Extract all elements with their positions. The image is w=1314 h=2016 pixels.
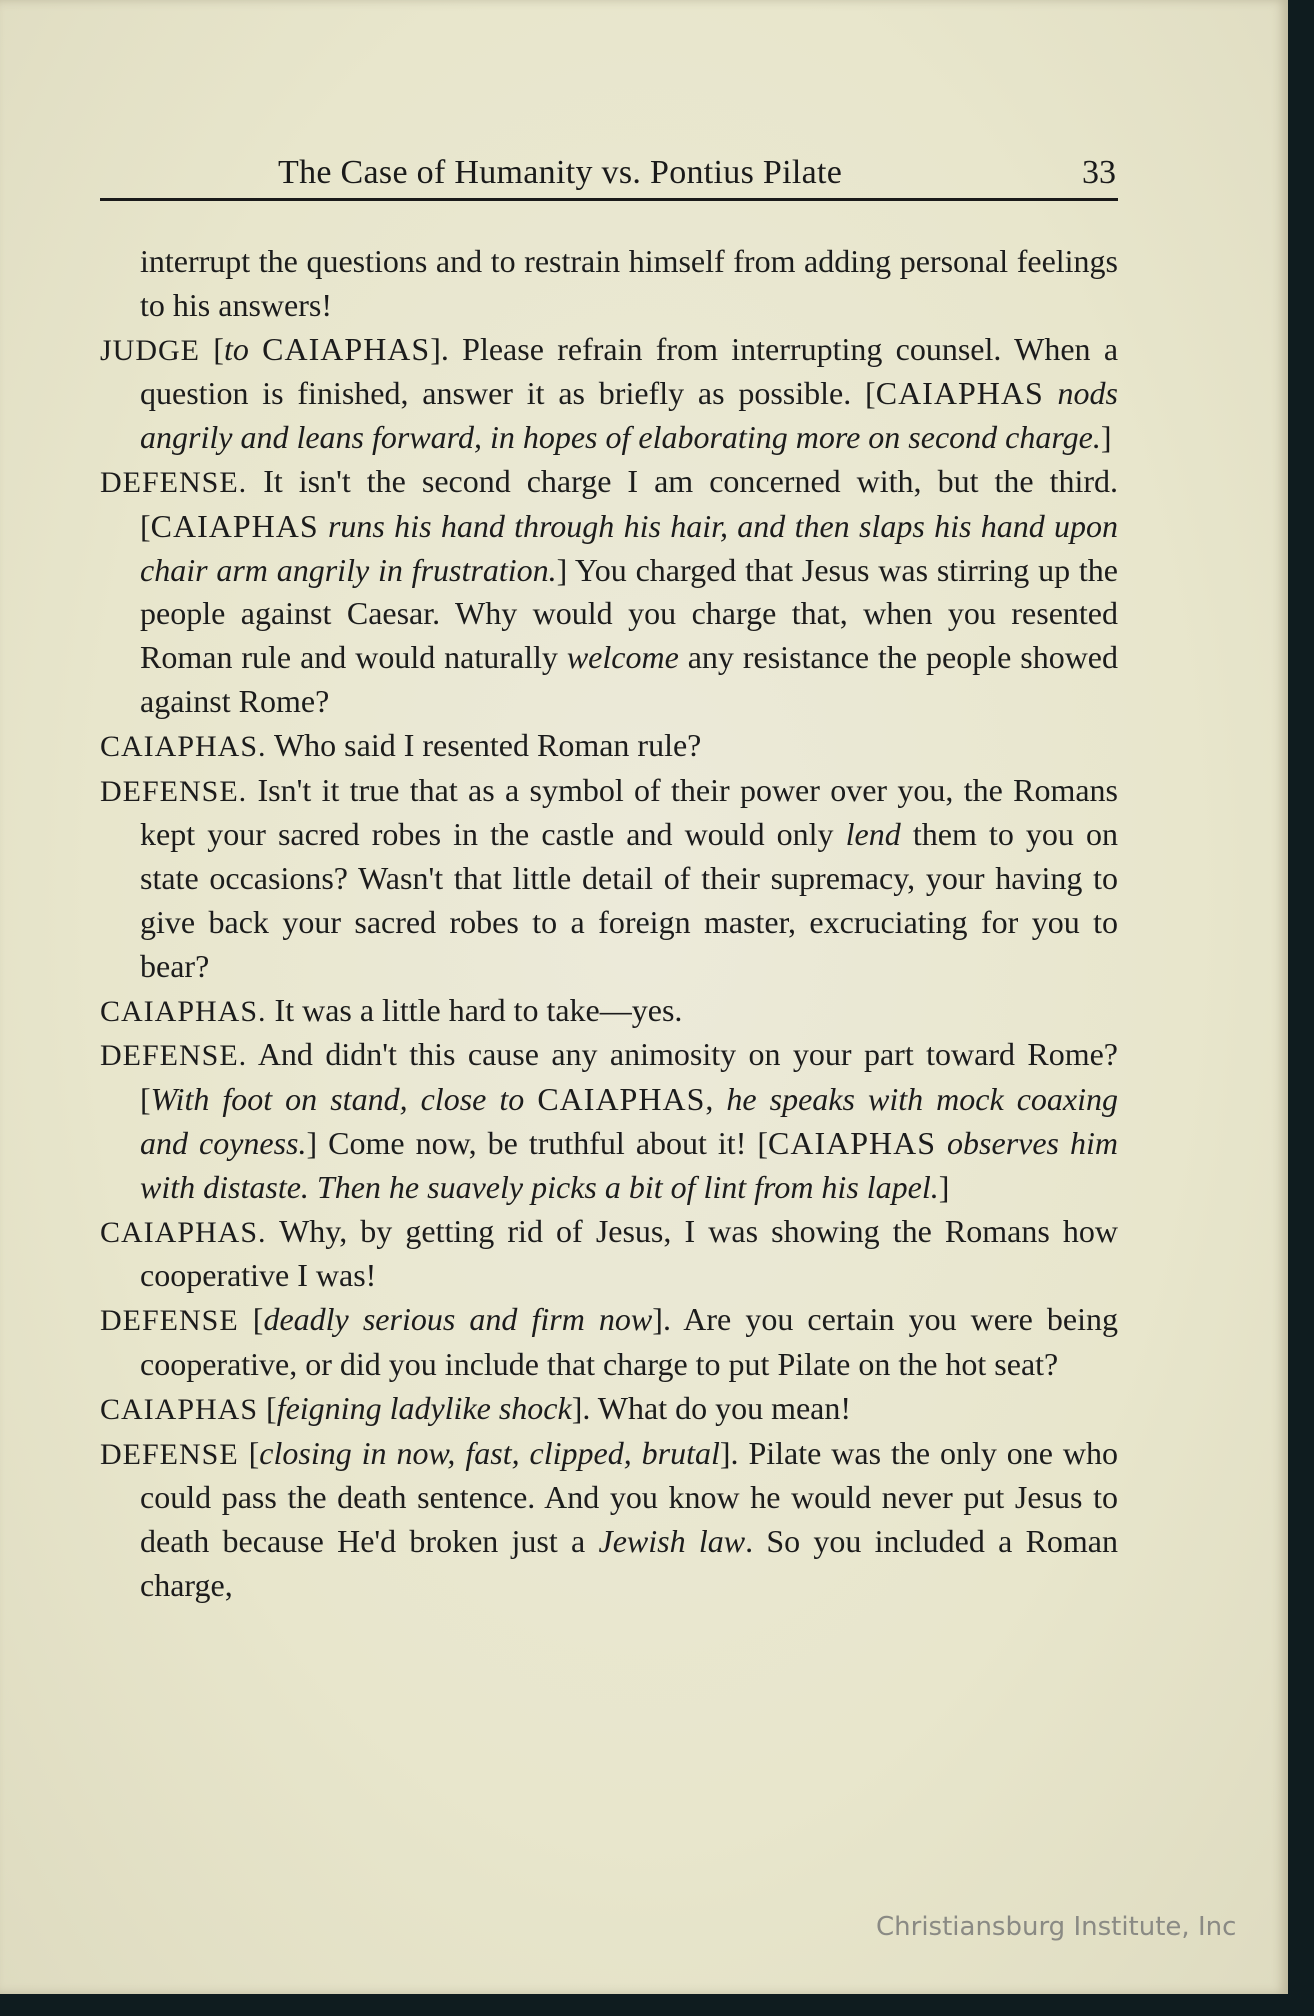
speaker-name: CAIAPHAS <box>100 1392 259 1426</box>
stage-direction-text: to <box>223 330 249 367</box>
dialogue-text: It isn't the second charge I am concerned with, but the third. [ <box>140 462 1118 544</box>
stage-direction-text: deadly serious and firm now <box>263 1301 653 1338</box>
dialogue-paragraph <box>100 240 1118 328</box>
stage-direction-text: With foot on stand, close to <box>150 1081 538 1118</box>
dialogue-text: ]. Pilate was the only one who could pass the death sentence. And you know he would never put Jesus to death because He'd broken just a <box>140 1434 1119 1560</box>
speaker-name: CAIAPHAS. <box>100 729 267 763</box>
dialogue-text: interrupt the questions and to restrain himself from adding personal feelings to his answers! <box>140 243 1118 323</box>
stage-direction-text: welcome <box>566 639 679 676</box>
dialogue-paragraph <box>100 1210 1118 1299</box>
stage-direction-text: lend <box>845 816 901 853</box>
dialogue-text: ] Come now, be truthful about it! [ <box>306 1124 769 1161</box>
script-body <box>100 240 1118 1608</box>
running-title: The Case of Humanity vs. Pontius Pilate <box>278 154 843 191</box>
speaker-name: DEFENSE. <box>100 1039 248 1073</box>
dialogue-text: [ <box>200 330 224 367</box>
dialogue-paragraph <box>100 1033 1118 1209</box>
dialogue-paragraph <box>100 769 1118 989</box>
dialogue-text: ]. Please refrain from interrupting counsel. When a question is finished, answer it as briefly as possible. [ <box>140 330 1119 412</box>
dialogue-text: any resistance the people showed against Rome? <box>140 639 1119 719</box>
dialogue-paragraph <box>100 1298 1118 1387</box>
stage-direction-text: closing in now, fast, clipped, brutal <box>259 1434 720 1471</box>
stage-direction-text: feigning ladylike shock <box>276 1389 572 1426</box>
stage-direction-text: nods angrily and leans forward, in hopes of elaborating more on second charge. <box>140 375 1119 456</box>
dialogue-text: Why, by getting rid of Jesus, I was showing the Romans how cooperative I was! <box>140 1212 1118 1294</box>
character-reference: CAIAPHAS <box>768 1124 937 1161</box>
dialogue-text: [ <box>238 1434 260 1471</box>
dialogue-paragraph <box>100 1387 1118 1432</box>
speaker-name: DEFENSE. <box>100 774 248 808</box>
character-reference: CAIAPHAS <box>262 330 431 367</box>
stage-direction-text: runs his hand through his hair, and then slaps his hand upon chair arm angrily in frustration. <box>140 507 1118 588</box>
speaker-name: DEFENSE <box>100 1304 239 1338</box>
speaker-name: DEFENSE. <box>100 465 248 499</box>
dialogue-text: ] <box>1100 419 1112 456</box>
dialogue-text: ]. What do you mean! <box>571 1389 852 1426</box>
dialogue-text <box>249 331 262 367</box>
speaker-name: CAIAPHAS. <box>100 994 267 1028</box>
character-reference: CAIAPHAS <box>875 375 1044 412</box>
dialogue-paragraph <box>100 460 1118 724</box>
speaker-name: DEFENSE <box>100 1437 239 1471</box>
dialogue-text: [ <box>258 1389 277 1426</box>
stage-direction-text: observes him with distaste. Then he suavely picks a bit of lint from his lapel. <box>140 1124 1119 1205</box>
dialogue-text: . So you included a Roman charge, <box>140 1523 1119 1603</box>
scan-border-right <box>1288 0 1314 2016</box>
dialogue-paragraph <box>100 724 1118 769</box>
page-number: 33 <box>1082 154 1116 191</box>
scan-border-bottom <box>0 1994 1314 2016</box>
dialogue-text: ] <box>938 1168 950 1205</box>
dialogue-text: And didn't this cause any animosity on your part toward Rome? [ <box>140 1036 1118 1118</box>
stage-direction-text: Jewish law <box>598 1523 746 1560</box>
speaker-name: JUDGE <box>100 333 200 367</box>
dialogue-text: ] You charged that Jesus was stirring up the people against Caesar. Why would you charge that, when you resented Roman rule and would naturally <box>140 551 1119 676</box>
dialogue-paragraph <box>100 1432 1118 1608</box>
speaker-name: CAIAPHAS. <box>100 1215 267 1249</box>
stage-direction-text: he speaks with mock coaxing and coyness. <box>140 1081 1119 1161</box>
dialogue-paragraph <box>100 989 1118 1034</box>
dialogue-text: them to you on state occasions? Wasn't that little detail of their supremacy, your having to give back your sacred robes to a foreign master, excruciating for you to bear? <box>140 816 1119 984</box>
dialogue-text: , <box>705 1081 727 1118</box>
dialogue-text: It was a little hard to take—yes. <box>266 991 683 1028</box>
dialogue-paragraph <box>100 328 1118 460</box>
watermark-text: Christiansburg Institute, Inc <box>876 1912 1237 1942</box>
dialogue-text: Isn't it true that as a symbol of their power over you, the Romans kept your sacred robes in the castle and would only <box>140 771 1118 853</box>
character-reference: CAIAPHAS <box>537 1081 706 1118</box>
character-reference: CAIAPHAS <box>150 507 319 544</box>
dialogue-text: Who said I resented Roman rule? <box>266 726 702 763</box>
dialogue-text: [ <box>238 1301 264 1338</box>
dialogue-text: ]. Are you certain you were being cooperative, or did you include that charge to put Pilate on the hot seat? <box>140 1301 1119 1382</box>
running-header <box>100 148 1118 201</box>
